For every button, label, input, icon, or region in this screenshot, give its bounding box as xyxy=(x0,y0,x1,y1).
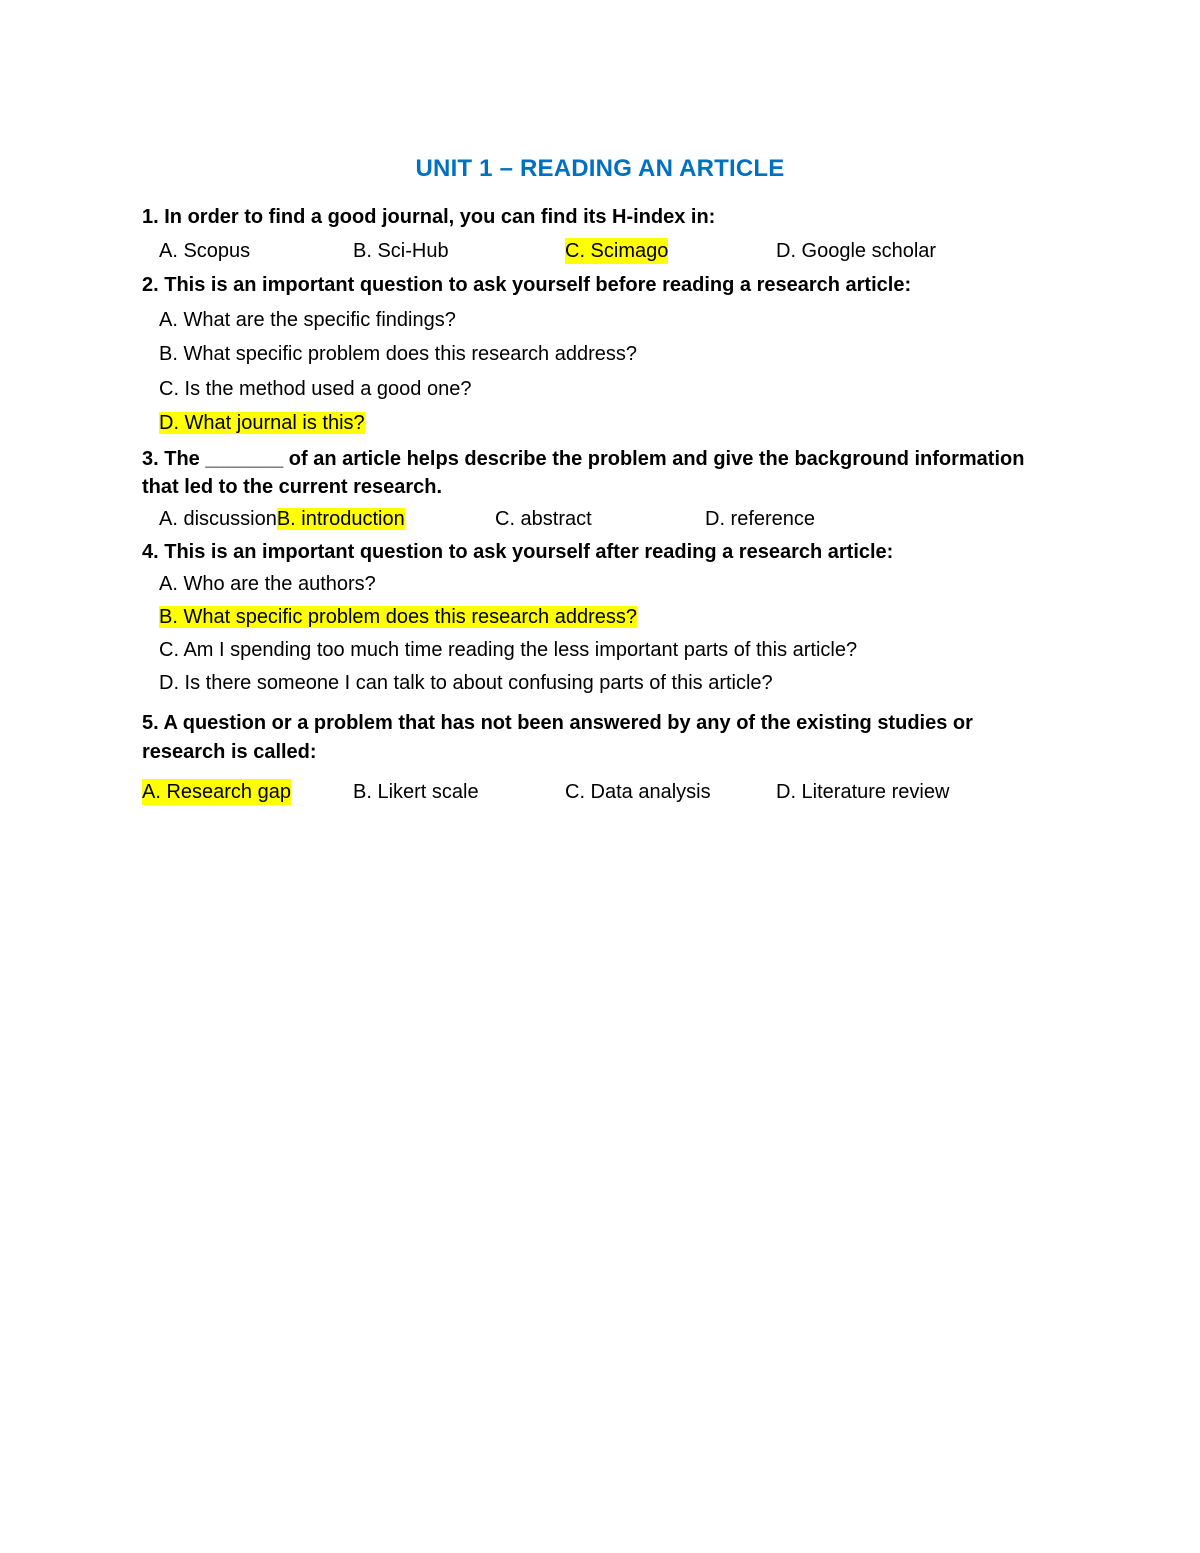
q5-option-b: B. Likert scale xyxy=(353,781,479,803)
question-5-text-line2: research is called: xyxy=(142,741,317,763)
q4-option-b-answer: B. What specific problem does this research address? xyxy=(159,606,637,628)
q5-option-a-answer: A. Research gap xyxy=(142,781,291,803)
q5-option-d: D. Literature review xyxy=(776,781,950,803)
q1-option-b: B. Sci-Hub xyxy=(353,240,449,262)
q2-option-c: C. Is the method used a good one? xyxy=(159,378,472,400)
q1-option-d: D. Google scholar xyxy=(776,240,937,262)
question-5-text-line1: 5. A question or a problem that has not been answered by any of the existing studies or xyxy=(142,712,973,734)
q3-option-a: A. discussion xyxy=(159,508,277,530)
q4-option-a: A. Who are the authors? xyxy=(159,573,376,595)
q3-option-b-answer: B. introduction xyxy=(276,508,405,530)
question-3-text-line2: that led to the current research. xyxy=(142,476,443,498)
question-1-text: 1. In order to find a good journal, you can find its H-index in: xyxy=(142,206,716,228)
q4-option-d: D. Is there someone I can talk to about confusing parts of this article? xyxy=(159,672,773,694)
q1-option-c-answer: C. Scimago xyxy=(565,240,669,262)
q2-option-b: B. What specific problem does this research address? xyxy=(159,343,637,365)
q2-option-a: A. What are the specific findings? xyxy=(159,309,456,331)
q1-option-a: A. Scopus xyxy=(159,240,251,262)
question-4-text: 4. This is an important question to ask yourself after reading a research article: xyxy=(142,541,894,563)
question-2-text: 2. This is an important question to ask yourself before reading a research article: xyxy=(142,274,912,296)
q5-option-c: C. Data analysis xyxy=(565,781,711,803)
q4-option-c: C. Am I spending too much time reading the less important parts of this article? xyxy=(159,639,858,661)
q2-option-d-answer: D. What journal is this? xyxy=(159,412,365,434)
q3-option-d: D. reference xyxy=(705,508,816,530)
q3-option-c: C. abstract xyxy=(495,508,592,530)
page-title: UNIT 1 – READING AN ARTICLE xyxy=(415,155,785,182)
question-3-text-line1: 3. The _______ of an article helps describe the problem and give the background information xyxy=(142,448,1025,470)
